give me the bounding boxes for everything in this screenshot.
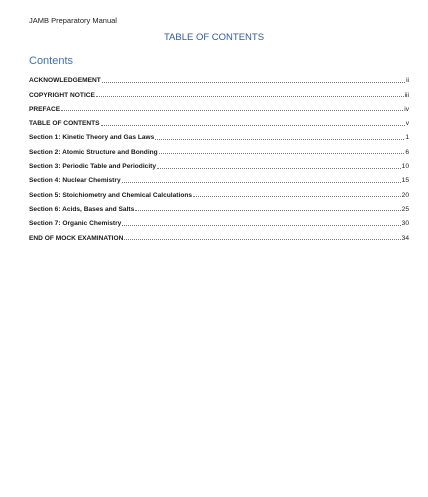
toc-entry-preface[interactable]: [29, 99, 409, 113]
dot-leader: [193, 195, 401, 197]
dot-leader: [102, 81, 405, 83]
toc-entry-page: 25: [401, 205, 409, 213]
dot-leader: [122, 224, 400, 226]
running-header: JAMB Preparatory Manual: [29, 16, 117, 25]
toc-entry-copyright-notice[interactable]: [29, 84, 409, 98]
toc-entry-label: Section 3: Periodic Table and Periodicity: [29, 163, 157, 171]
dot-leader: [124, 238, 400, 240]
contents-heading: Contents: [29, 55, 74, 67]
toc-entry-section-2[interactable]: [29, 141, 409, 155]
toc-entry-page: ii: [406, 77, 409, 85]
toc-entry-page: iii: [404, 91, 409, 99]
toc-list: [29, 70, 409, 242]
toc-entry-label: TABLE OF CONTENTS: [29, 120, 100, 128]
toc-entry-label: Section 1: Kinetic Theory and Gas Laws: [29, 134, 155, 142]
page-title: TABLE OF CONTENTS: [163, 32, 265, 43]
toc-entry-section-7[interactable]: [29, 213, 409, 227]
toc-entry-section-3[interactable]: [29, 156, 409, 170]
toc-entry-label: Section 5: Stoichiometry and Chemical Calculations: [29, 191, 193, 199]
dot-leader: [61, 109, 403, 111]
toc-entry-label: Section 4: Nuclear Chemistry: [29, 177, 121, 185]
toc-entry-page: iv: [404, 105, 409, 113]
toc-entry-label: Section 7: Organic Chemistry: [29, 220, 122, 228]
toc-entry-page: 30: [401, 220, 409, 228]
toc-entry-section-4[interactable]: [29, 170, 409, 184]
dot-leader: [135, 209, 400, 211]
dot-leader: [122, 181, 401, 183]
toc-entry-page: 6: [405, 148, 409, 156]
toc-entry-table-of-contents[interactable]: [29, 113, 409, 127]
toc-entry-label: Section 6: Acids, Bases and Salts: [29, 205, 135, 213]
toc-entry-section-5[interactable]: [29, 184, 409, 198]
toc-entry-page: 15: [401, 177, 409, 185]
toc-entry-label: Section 2: Atomic Structure and Bonding: [29, 148, 158, 156]
toc-entry-page: 20: [401, 191, 409, 199]
toc-entry-section-1[interactable]: [29, 127, 409, 141]
toc-entry-label: END OF MOCK EXAMINATION: [29, 234, 124, 242]
toc-entry-section-6[interactable]: [29, 199, 409, 213]
dot-leader: [155, 138, 404, 140]
toc-entry-label: PREFACE: [29, 105, 61, 113]
dot-leader: [96, 95, 404, 97]
toc-entry-acknowledgement[interactable]: [29, 70, 409, 84]
dot-leader: [159, 152, 405, 154]
toc-entry-page: 34: [401, 234, 409, 242]
toc-entry-end-of-mock-examination[interactable]: [29, 227, 409, 241]
toc-entry-label: COPYRIGHT NOTICE: [29, 91, 95, 99]
toc-entry-label: ACKNOWLEDGEMENT: [29, 77, 101, 85]
toc-entry-page: 1: [405, 134, 409, 142]
toc-entry-page: v: [405, 120, 409, 128]
toc-entry-page: 10: [401, 163, 409, 171]
dot-leader: [157, 167, 401, 169]
dot-leader: [101, 124, 405, 126]
